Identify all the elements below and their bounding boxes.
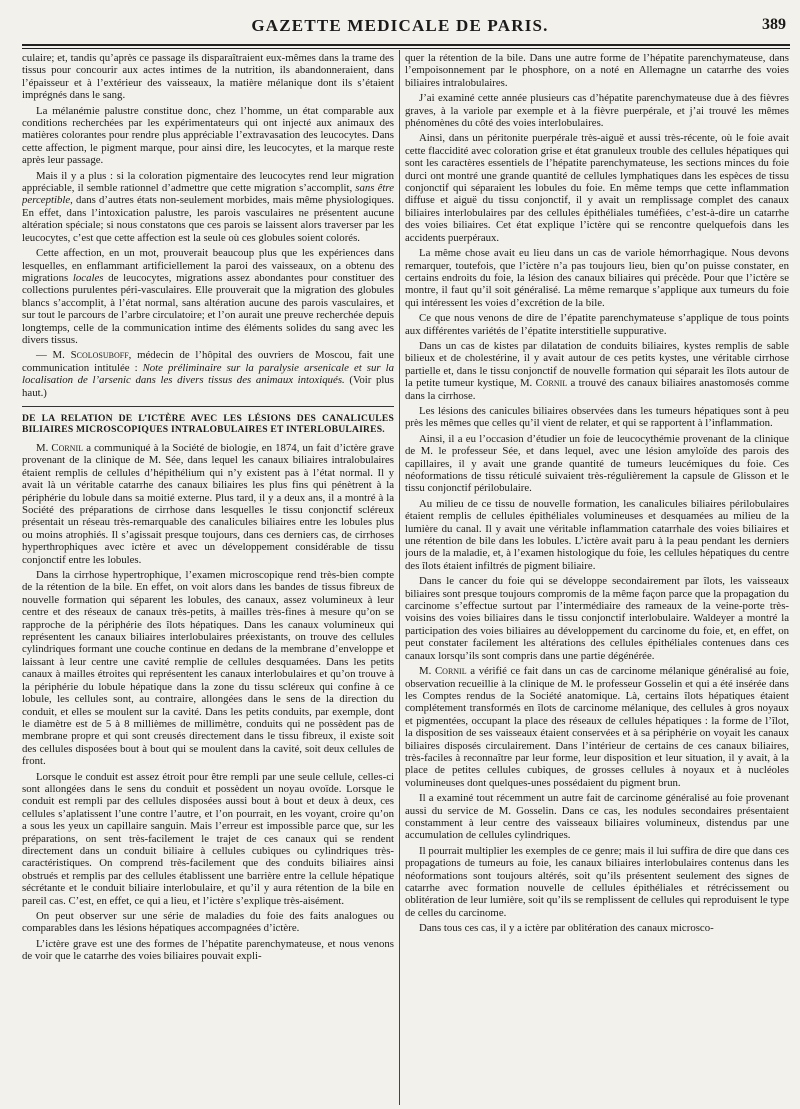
paragraph: Ce que nous venons de dire de l’épatite parenchymateuse s’applique de tous points aux différentes variétés de l’épatite interstitielle suppurative. — [405, 312, 789, 337]
paragraph: Au milieu de ce tissu de nouvelle formation, les canalicules biliaires périlobulaires étaient remplis de cellules épithéliales volumineuses et desquamées au milieu de la lumière du canal. Il y avait une véritable inflammation catarrhale des voies biliaires et une rétention de bile dans les lobules. L’ictère avait paru à la peau pendant les derniers jours de la maladie, et, à l’examen histologique du foie, les cellules hépatiques du centre des îlots étaient infiltrés de pigment biliaire. — [405, 497, 789, 572]
text-run: Dans un cas de kistes par dilatation de conduits biliaires, kystes remplis de sable bilieux et de cholestérine, il y avait autour de ces petits kystes, une véritable cirrhose partielle et, dans le tissu conjonctif de nouvelle formation qui séparait les îlots autour de la petite tumeur kystique, M. — [405, 339, 789, 390]
text-run: M. — [419, 665, 435, 678]
paragraph: La mélanémie palustre constitue donc, chez l’homme, un état comparable aux conditions recherchées par les expérimentateurs qui ont injecté aux animaux des matières colorantes pour rendre plus appréciable l’extravasation des leucocytes. Dans cette affection, le pigment marque, pour ainsi dire, les leucocytes, et la marque reste après leur passage. — [22, 104, 394, 167]
section-title: DE LA RELATION DE L’ICTÈRE AVEC LES LÉSIONS DES CANALICULES BILIAIRES MICROSCOPIQUES INTRALOBULAIRES ET INTERLOBULAIRES. — [22, 412, 394, 436]
paragraph: Dans la cirrhose hypertrophique, l’examen microscopique rend très-bien compte de la rétention de la bile. En effet, on voit alors dans les bandes de tissus fibreux de nouvelle formation qui séparent les lobules, des canaux, assez volumineux à leur centre et des réseaux de canaux très-petits, à mailles très-fines à mesure qu’on se rapproche de la périphérie des îlots hépatiques. Dans les canaux volumineux qui représentent les canaux biliaires interlobulaires préexistants, on trouve des cellules cylindriques formant une couche continue en dedans de la membrane d’enveloppe et laissant à leur centre une cavité remplie de cellules desquamées. Dans les petits canaux à mailles étroites qui représentent les canaux interlobulaires et qu’on trouve à la périphérie du lobule hépatique dans la zone du tissu scléreux qui confine à ce lobule, les cellules sont, au contraire, allongées dans le sens de la direction du conduit, et elles se moulent sur la cavité. Dans les petits conduits, par exemple, dont le diamètre est de 5 à 8 millièmes de millimètre, conduits qui ne possèdent pas de membrane propre et qui sont creusés directement dans le tissu fibreux, il existe soit des cellules disposées bout à bout qui se moulent dans la cavité, soit deux cellules de front. — [22, 569, 394, 768]
italic-run: sans être perceptible — [22, 182, 394, 207]
left-column — [22, 52, 394, 1102]
journal-title: GAZETTE MEDICALE DE PARIS. — [251, 16, 549, 35]
paragraph — [405, 340, 789, 402]
text-run: Cette affection, en un mot, prouverait beaucoup plus que les expériences dans lesquelles, en enflammant artificiellement la paroi des vaisseaux, on a obtenu des migrations — [22, 247, 394, 284]
paragraph — [405, 665, 789, 789]
paragraph: J’ai examiné cette année plusieurs cas d’hépatite parenchymateuse due à des fièvres graves, à la variole par exemple et à la fièvre puerpérale, et j’ai trouvé les mêmes phénomènes du côté des voies interlobulaires. — [405, 92, 789, 130]
paragraph: On peut observer sur une série de maladies du foie des faits analogues ou comparables dans les lésions hépatiques accompagnées d’ictère. — [22, 910, 394, 935]
text-run: de leucocytes, migrations assez abondantes pour constituer des collections purulentes péri-vasculaires. Elle prouverait que la migration des globules blancs s’accomplit, à l’état normal, sans altération aucune des parois vasculaires, et sur tout le parcours de l’arbre circulatoire; et l’on aurait une preuve recherchée depuis longtemps, celle de la communication intime des éléments solides du sang avec les divers tissus. — [22, 271, 394, 346]
paragraph: Il a examiné tout récemment un autre fait de carcinome généralisé au foie provenant aussi du service de M. Gosselin. Dans ce cas, les nodules secondaires présentaient constamment à leur centre des vaisseaux biliaires volumineux, distendus par une accumulation de cellules cylindriques. — [405, 792, 789, 842]
header-rule — [22, 44, 790, 49]
text-run: a trouvé des canaux biliaires anastomosés comme dans la cirrhose. — [405, 377, 789, 402]
text-run: (Voir plus haut.) — [22, 374, 394, 399]
text-run: , dans d’autres états non-seulement morbides, mais même physiologiques. En effet, dans l’intoxication palustre, les parois vasculaires ne présentent aucune altération spéciale; si nous constatons que ces parois se laissent alors traverser par les leucocytes, c’est que cette affection est la seule où ces globules soient colorés. — [22, 194, 394, 244]
paragraph: Dans le cancer du foie qui se développe secondairement par îlots, les vaisseaux biliaires sont presque toujours compromis de la même façon parce que la propagation du carcinome s’effectue surtout par l’intermédiaire des rameaux de la veine-porte très-voisins des voies biliaires dans le tissu conjonctif interlobulaire. Waldeyer a montré la participation des voies biliaires au développement du carcinome du foie, et, en effet, on peut constater facilement les altérations des cellules épithéliales contenues dans ces canaux lorsqu’ils sont compris dans une partie dégénérée. — [405, 575, 789, 662]
paragraph: Dans tous ces cas, il y a ictère par oblitération des canaux microsco- — [419, 922, 714, 935]
paragraph: La même chose avait eu lieu dans un cas de variole hémorrhagique. Nous devons remarquer, toutefois, que l’ictère n’a pas toujours lieu, bien qu’on puisse constater, en certains endroits du foie, la lésion des canaux biliaires qui précède. Pour que l’ictère se montre, il faut qu’il soit généralisé. La même remarque s’applique aux tumeurs du foie qui intéressent les voies d’excrétion de la bile. — [405, 247, 789, 309]
author-name: Cornil — [535, 377, 568, 390]
paragraph: culaire; et, tandis qu’après ce passage ils disparaîtraient eux-mêmes dans la trame des tissus pour concourir aux actes intimes de la nutrition, ils abandonneraient, dans l’épaisseur et à l’extérieur des vaisseaux, la matière mélanique dont ils s’étaient imprégnés dans le sang. — [22, 52, 394, 102]
paragraph: quer la rétention de la bile. Dans une autre forme de l’hépatite parenchymateuse, dans l’empoisonnement par le phosphore, on a noté en Allemagne un catarrhe des voies biliaires intralobulaires. — [405, 52, 789, 89]
page-header — [0, 0, 800, 50]
paragraph — [22, 247, 394, 346]
paragraph: L’ictère grave est une des formes de l’hépatite parenchymateuse, et nous venons de voir que le catarrhe des voies biliaires pouvait expli- — [22, 937, 394, 963]
author-name: Cornil — [434, 665, 467, 678]
paragraph: Lorsque le conduit est assez étroit pour être rempli par une seule cellule, celles-ci sont allongées dans le sens du conduit et possèdent un noyau ovoïde. Lorsque le conduit est rempli par des cellules disposées aussi bout à bout et deux à deux, ces cellules s’aplatissent l’une contre l’autre, et l’on pourrait, en les voyant, croire qu’on a sous les yeux un capillaire sanguin. Mais l’erreur est impossible parce que, sur les préparations, on sent très-facilement le trajet de ces canaux qui se rendent directement dans un conduit biliaire à cellules cubiques ou cylindriques très-caractéristiques. On comprend très-facilement que des conduits biliaires ainsi obstrués et remplis par des cellules établissent une barrière entre la cellule hépatique sécrétante et le conduit biliaire interlobulaire, et qu’il y aura rétention de la bile en pareil cas. C’est, en effet, ce qui a lieu, et l’ictère s’explique très-aisément. — [22, 770, 394, 907]
paragraph — [22, 349, 394, 399]
paragraph: Ainsi, il a eu l’occasion d’étudier un foie de leucocythémie provenant de la clinique de M. le professeur Sée, et dans lequel, avec une lésion amyloïde des parois des capillaires, il y avait une grande quantité de tumeurs leucémiques du foie. Ces néoformations de tissu réticulé suivaient très-régulièrement la capsule de Glisson et le tissu conjonctif périlobulaire. — [405, 432, 789, 495]
column-divider — [399, 50, 400, 1105]
text-run: a communiqué à la Société de biologie, en 1874, un fait d’ictère grave provenant de la clinique de M. Sée, dans lequel les canaux biliaires intralobulaires étaient remplis de cellules d’hépithélium qui n’y existent pas à l’état normal. Il y avait là un véritable catarrhe des canaux biliaires les plus fins qui pénètrent à la périphérie du lobule dans sa moitié externe. Plus tard, il y a deux ans, il a montré à la Société des préparations de cirrhose dans lesquelles le tissu conjonctif scléreux présentait un réseau très-remarquable des canalicules biliaires entre les lobules plus ou moins atrophiés. Il s’agissait presque toujours, dans ces derniers cas, de cirrhoses hyperthrophiques avec ictère et avec un développement considérable de tissu conjonctif entre les lobules. — [22, 441, 394, 566]
section-rule — [22, 406, 394, 407]
text-run: M. — [36, 441, 52, 454]
paragraph: Il pourrait multiplier les exemples de ce genre; mais il lui suffira de dire que dans ces propagations de tumeurs au foie, les canaux biliaires interlobulaires contenus dans les néoformations sont toujours altérés, soit qu’ils présentent seulement des signes de catarrhe avec formation nouvelle de cellules épithéliales et rétrécissement ou oblitération de leur lumière, soit qu’ils se remplissent de cellules qui reproduisent le type de celles du carcinome. — [405, 844, 789, 919]
author-name: Scolosuboff — [70, 349, 129, 362]
italic-run: locales — [72, 271, 104, 284]
text-run: a vérifié ce fait dans un cas de carcinome mélanique généralisé au foie, observation recueillie à la clinique de M. le professeur Gosselin et qui a été insérée dans les Comptes rendus de la Société anatomique. Là, certains îlots hépatiques étaient complétement transformés en îlots de carcinome mélanique, des cellules à gros noyaux et pigmentées, occupant la place des réseaux de cellules hépatiques : la forme de l’îlot, la disposition de ses vaisseaux étaient conservées et à sa périphérie on voyait les canaux biliaires disposés circulairement. Dans l’intérieur de certains de ces canaux biliaires, très-faciles à reconnaître par leur forme, leur disposition et leur situation, il y avait, à la place de petites cellules cubiques, de grosses cellules à noyaux et à nucléoles volumineuses dont quelques-unes possédaient du pigment brun. — [405, 665, 789, 789]
italic-run: Note préliminaire sur la paralysie arsenicale et sur la localisation de l’arsenic dans les divers tissus des animaux intoxiqués. — [22, 361, 394, 387]
page-number: 389 — [762, 16, 786, 33]
paragraph — [22, 170, 394, 244]
paragraph — [22, 442, 394, 566]
text-run: , médecin de l’hôpital des ouvriers de Moscou, fait une communication intitulée : — [22, 349, 394, 374]
author-name: Cornil — [51, 441, 84, 454]
right-column — [405, 52, 789, 1102]
text-run: Mais il y a plus : si la coloration pigmentaire des leucocytes rend leur migration appréciable, il semble rationnel d’admettre que cette migration s’accomplit, — [22, 169, 394, 195]
paragraph: Les lésions des canicules biliaires observées dans les tumeurs hépatiques sont à peu près les mêmes que celles qu’il vient de relater, et qui se rapportent à l’inflammation. — [405, 404, 789, 430]
text-run: — M. — [36, 349, 71, 362]
paragraph: Ainsi, dans un péritonite puerpérale très-aiguë et aussi très-récente, où le foie avait cette flaccidité avec coloration grise et état granuleux trouble des cellules hépatiques qui sont les caractères essentiels de l’hépatite parenchymateuse, les sections minces du foie durci ont montré une grande quantité de cellules lymphatiques dans les espèces de tissu conjonctif qui séparaient les lobules du foie. En même temps que cette inflammation diffuse et aiguë du tissu conjonctif, il y avait un remplissage complet des canaux biliaires interlobulaires par des cellules épithéliales tuméfiées, c’est-à-dire un catarrhe des voies biliaires. Cet état explique l’ictère qui se rencontre quelquefois dans les accidents puerpéraux. — [405, 132, 789, 244]
